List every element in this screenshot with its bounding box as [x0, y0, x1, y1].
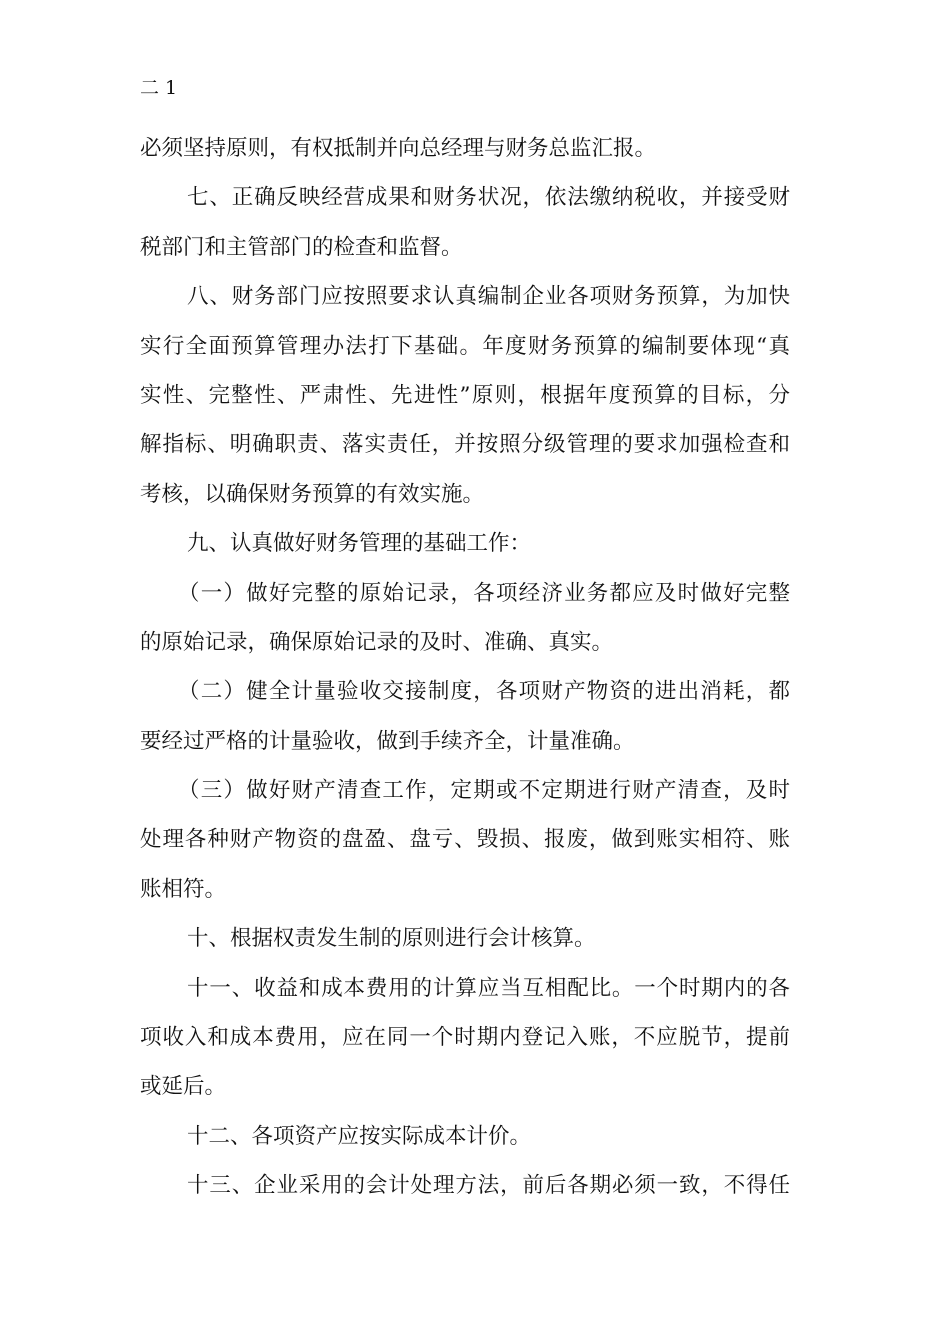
paragraph-line: 九、认真做好财务管理的基础工作：	[187, 531, 532, 557]
paragraph-line: 或延后。	[140, 1074, 227, 1100]
paragraph-line: 十、根据权责发生制的原则进行会计核算。	[187, 926, 596, 952]
paragraph-line: 实行全面预算管理办法打下基础。年度财务预算的编制要体现“真	[140, 333, 790, 359]
paragraph-line: （三）做好财产清查工作，定期或不定期进行财产清查，及时	[178, 778, 790, 804]
paragraph-line: 解指标、明确职责、落实责任，并按照分级管理的要求加强检查和	[140, 432, 790, 458]
paragraph-line: 十三、企业采用的会计处理方法，前后各期必须一致，不得任	[187, 1173, 790, 1199]
paragraph-line: 实性、完整性、严肃性、先进性”原则，根据年度预算的目标，分	[140, 382, 790, 408]
page-header-mark: 二 1	[140, 77, 178, 99]
paragraph-line: 十一、收益和成本费用的计算应当互相配比。一个时期内的各	[187, 975, 790, 1001]
paragraph-line: 处理各种财产物资的盘盈、盘亏、毁损、报废，做到账实相符、账	[140, 827, 790, 853]
document-body	[140, 124, 790, 1211]
paragraph-line: 十二、各项资产应按实际成本计价。	[187, 1123, 532, 1149]
paragraph-line: （二）健全计量验收交接制度，各项财产物资的进出消耗，都	[178, 679, 790, 705]
paragraph-line: 考核，以确保财务预算的有效实施。	[140, 481, 485, 507]
paragraph-line: 的原始记录，确保原始记录的及时、准确、真实。	[140, 629, 614, 655]
paragraph-line: 八、财务部门应按照要求认真编制企业各项财务预算，为加快	[187, 284, 790, 310]
paragraph-line: 七、正确反映经营成果和财务状况，依法缴纳税收，并接受财	[187, 185, 790, 211]
paragraph-line: 项收入和成本费用，应在同一个时期内登记入账，不应脱节，提前	[140, 1025, 790, 1051]
paragraph-line: 要经过严格的计量验收，做到手续齐全，计量准确。	[140, 728, 635, 754]
paragraph-line: 税部门和主管部门的检查和监督。	[140, 234, 463, 260]
paragraph-line: 必须坚持原则，有权抵制并向总经理与财务总监汇报。	[140, 136, 657, 161]
paragraph-line: 账相符。	[140, 876, 227, 902]
paragraph-line: （一）做好完整的原始记录，各项经济业务都应及时做好完整	[178, 580, 790, 606]
